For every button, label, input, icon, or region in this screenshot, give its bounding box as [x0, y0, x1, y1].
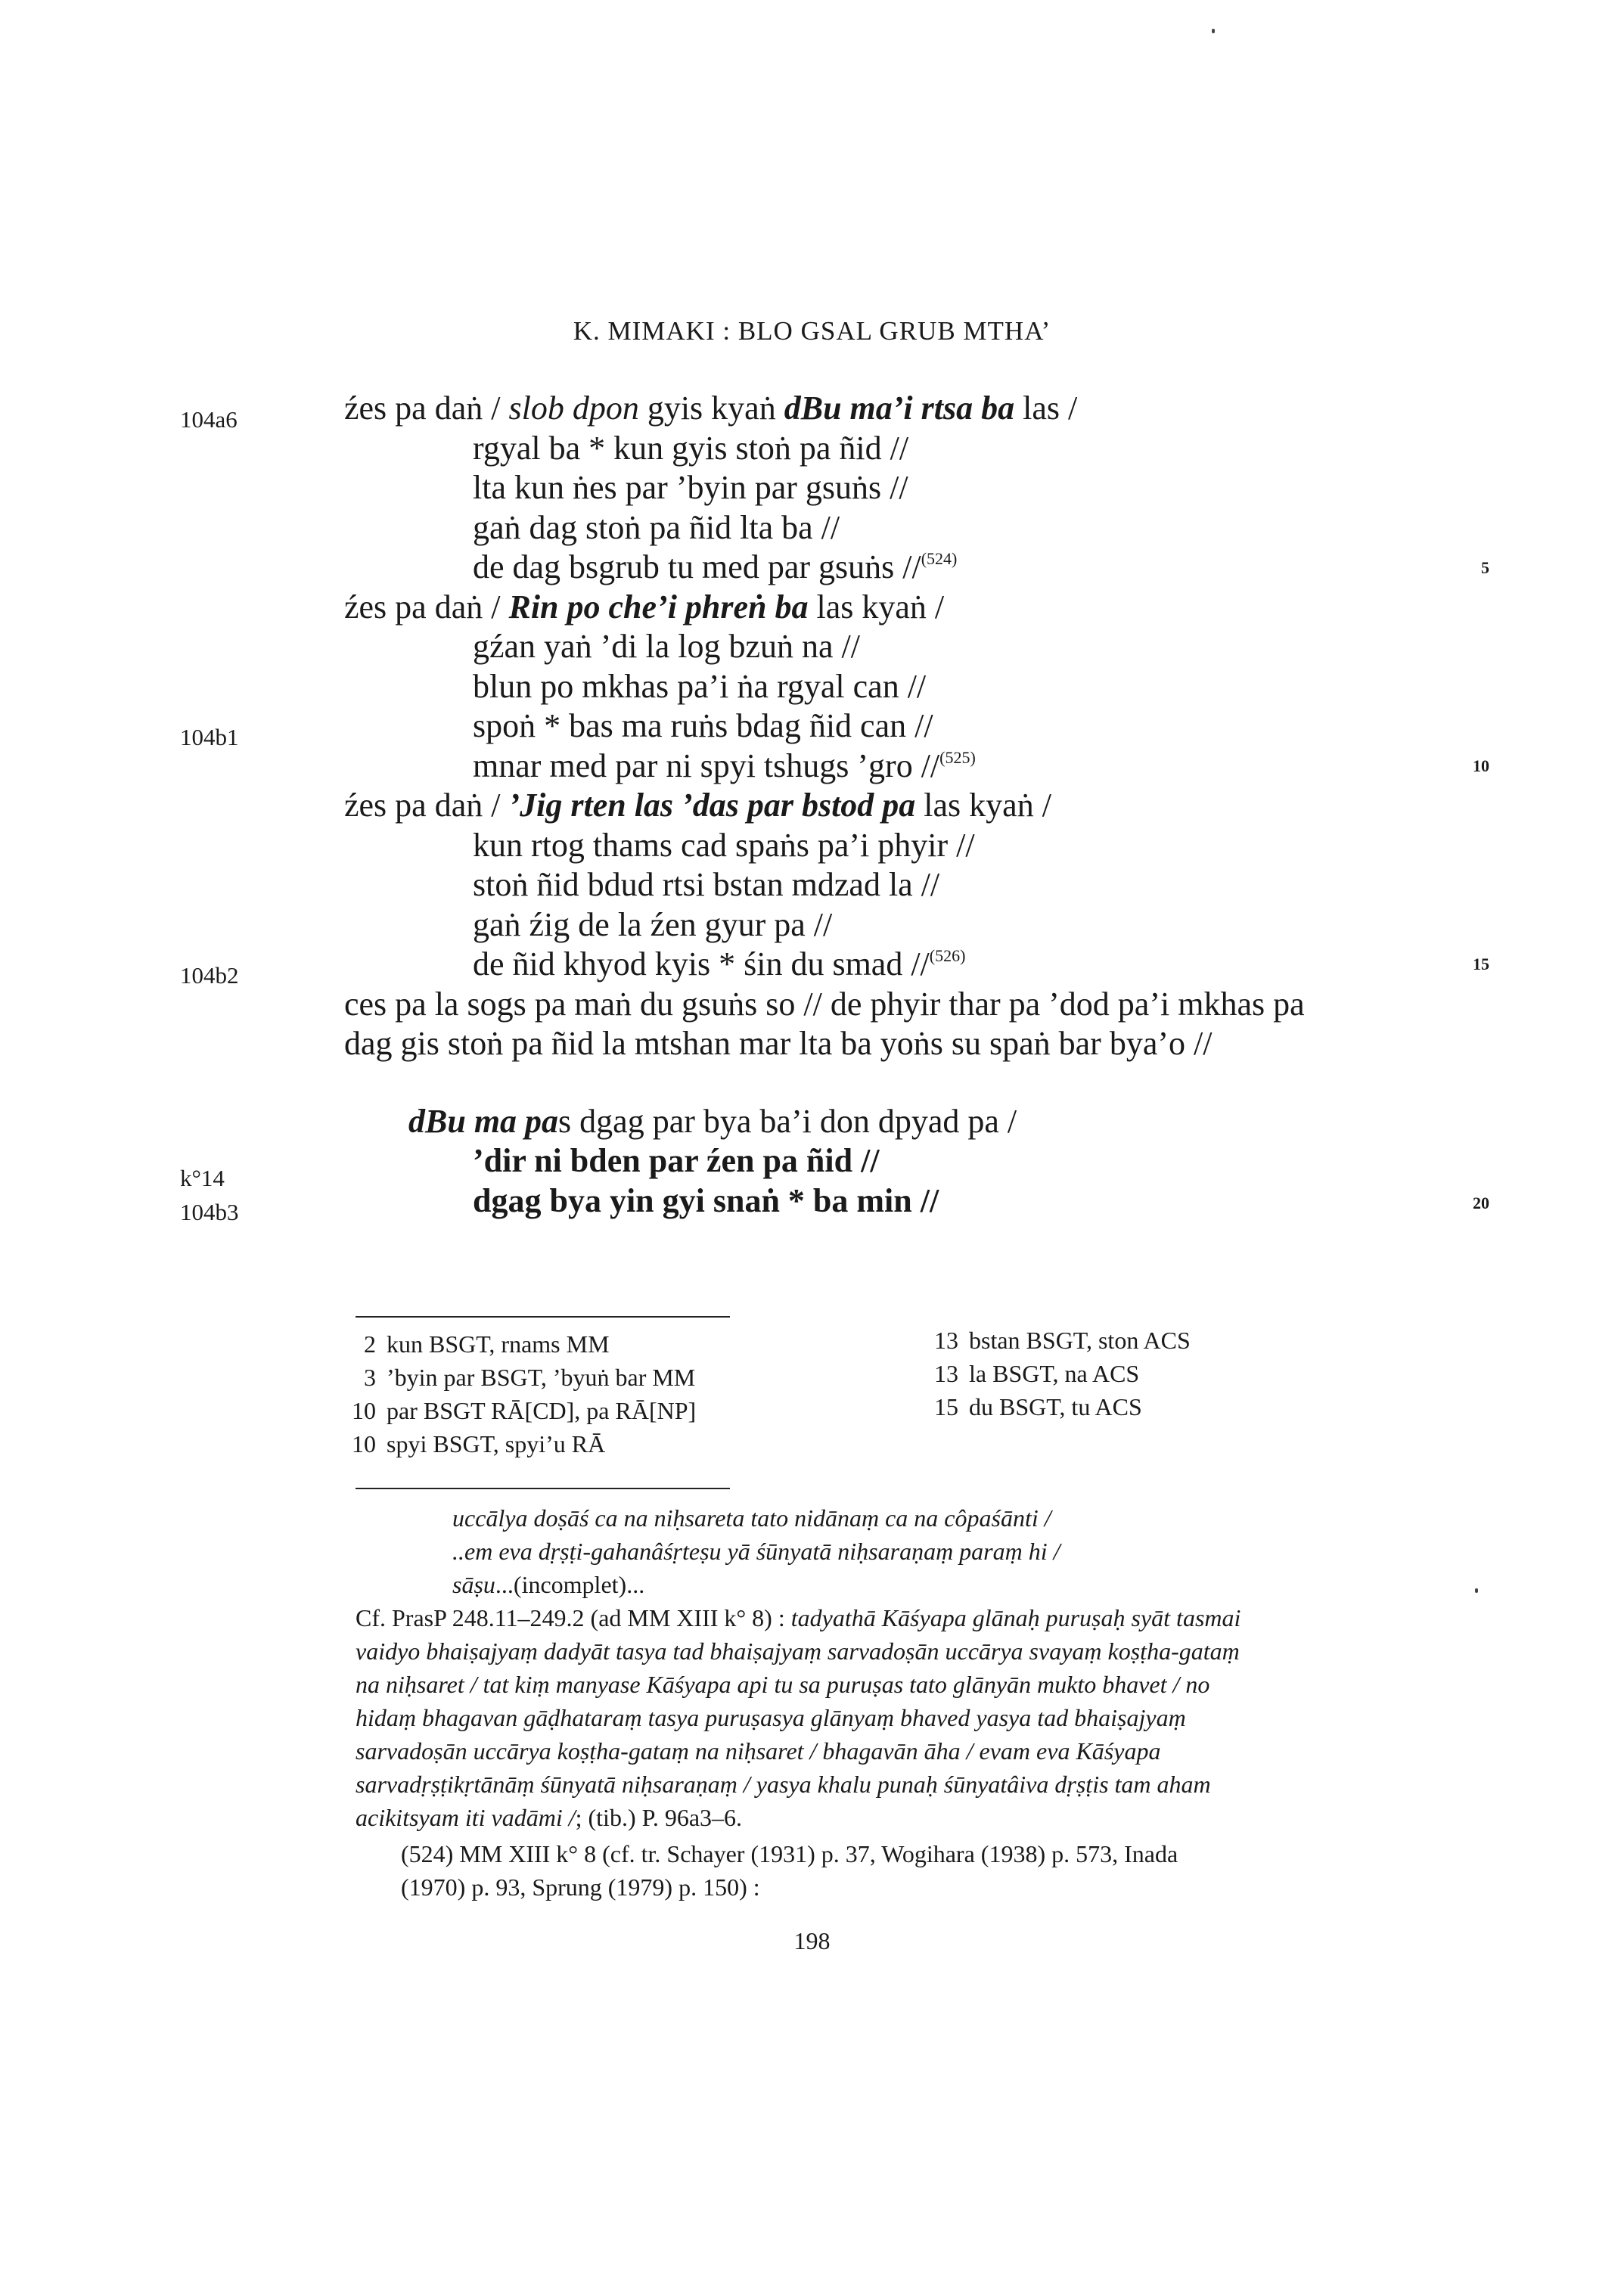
verse-line: de ñid khyod kyis * śin du smad //$^{(526)}$ — [473, 945, 966, 982]
variant-entry: 13 la BSGT, na ACS — [934, 1360, 1140, 1387]
verse-line: stoṅ ñid bdud rtsi bstan mdzad la // — [473, 866, 940, 903]
footnote-ref: (526) — [929, 946, 966, 965]
verse-line: mnar med par ni spyi tshugs ’gro //$^{(525)}$ — [473, 747, 976, 784]
footnote-line: acikitsyam iti vadāmi /; (tib.) P. 96a3–6. — [356, 1804, 743, 1831]
variant-entry: 10 par BSGT RĀ[CD], pa RĀ[NP] — [352, 1397, 697, 1424]
footnote-524: (524) MM XIII k° 8 (cf. tr. Schayer (1931) p. 37, Wogihara (1938) p. 573, Inada — [401, 1840, 1178, 1867]
footnote-line: vaidyo bhaiṣajyaṃ dadyāt tasya tad bhaiṣajyaṃ sarvadoṣān uccārya svayaṃ koṣṭha-gataṃ — [356, 1637, 1240, 1665]
folio-ref: 104b3 — [180, 1199, 239, 1225]
variant-entry: 15 du BSGT, tu ACS — [934, 1393, 1142, 1420]
footnote-line: sarvadoṣān uccārya koṣṭha-gataṃ na niḥsaret / bhagavān āha / evam eva Kāśyapa — [356, 1737, 1161, 1765]
apparatus-rule — [356, 1316, 730, 1318]
verse-line: spoṅ * bas ma ruṅs bdag ñid can // — [473, 707, 933, 744]
quote-line: uccālya doṣāś ca na niḥsareta tato nidānaṃ ca na côpaśānti / — [452, 1504, 1051, 1532]
verse-line: gaṅ źig de la źen gyur pa // — [473, 906, 833, 943]
footnote-line: na niḥsaret / tat kiṃ manyase Kāśyapa api tu sa puruṣas tato glānyān mukto bhavet / no — [356, 1671, 1210, 1698]
speck — [1212, 29, 1215, 33]
folio-ref: 104b2 — [180, 962, 239, 989]
text-line: źes pa daṅ / Rin po che’i phreṅ ba las kyaṅ / — [344, 588, 945, 625]
footnote-524-cont: (1970) p. 93, Sprung (1979) p. 150) : — [401, 1873, 760, 1901]
verse-line: lta kun ṅes par ’byin par gsuṅs // — [473, 469, 908, 506]
text-line: dag gis stoṅ pa ñid la mtshan mar lta ba yoṅs su spaṅ bar bya’o // — [344, 1025, 1213, 1062]
variant-entry: 2 kun BSGT, rnams MM — [364, 1330, 610, 1358]
line-number: 15 — [1473, 955, 1489, 973]
text-line: ces pa la sogs pa maṅ du gsuṅs so // de phyir thar pa ’dod pa’i mkhas pa — [344, 986, 1305, 1023]
page-number: 198 — [793, 1927, 831, 1954]
footnote-ref: (525) — [939, 748, 976, 767]
running-header: K. MIMAKI : BLO GSAL GRUB MTHA’ — [573, 316, 1051, 346]
quote-line: ..em eva dṛṣṭi-gahanâśṛteṣu yā śūnyatā niḥsaraṇaṃ paraṃ hi / — [452, 1538, 1060, 1565]
folio-ref: k°14 — [180, 1165, 225, 1191]
footnote-rule — [356, 1488, 730, 1489]
variant-entry: 3 ’byin par BSGT, ’byuṅ bar MM — [364, 1364, 696, 1391]
folio-ref: 104b1 — [180, 724, 239, 750]
text-line: źes pa daṅ / ’Jig rten las ’das par bstod pa las kyaṅ / — [344, 787, 1051, 824]
footnote-line: sarvadṛṣṭikṛtānāṃ śūnyatā niḥsaraṇaṃ / yasya khalu punaḥ śūnyatâiva dṛṣṭis tam aham — [356, 1771, 1211, 1798]
footnote-ref: (524) — [921, 549, 958, 568]
verse-line: dgag bya yin gyi snaṅ * ba min // — [473, 1182, 939, 1219]
work-title: ’Jig rten las ’das par bstod pa — [508, 787, 916, 824]
footnote-line: hidaṃ bhagavan gāḍhataraṃ tasya puruṣasya glānyaṃ bhaved yasya tad bhaiṣajyaṃ — [356, 1704, 1186, 1731]
work-title: dBu ma’i rtsa ba — [784, 390, 1015, 427]
quote-line: sāṣu...(incomplet)... — [452, 1571, 645, 1598]
verse-line: rgyal ba * kun gyis stoṅ pa ñid // — [473, 430, 909, 467]
folio-ref: 104a6 — [180, 406, 238, 433]
work-title: Rin po che’i phreṅ ba — [508, 588, 809, 625]
line-number: 10 — [1473, 756, 1489, 775]
variant-entry: 10 spyi BSGT, spyi’u RĀ — [352, 1430, 606, 1457]
verse-line: gaṅ dag stoṅ pa ñid lta ba // — [473, 509, 840, 546]
text-line: źes pa daṅ / slob dpon gyis kyaṅ dBu ma’i rtsa ba las / — [344, 390, 1078, 427]
verse-line: blun po mkhas pa’i ṅa rgyal can // — [473, 668, 927, 705]
footnote-line: Cf. PrasP 248.11–249.2 (ad MM XIII k° 8) : tadyathā Kāśyapa glānaḥ puruṣaḥ syāt tasmai — [356, 1604, 1241, 1631]
section-heading: dBu ma pas dgag par bya ba’i don dpyad pa / — [408, 1103, 1017, 1140]
verse-line: gźan yaṅ ’di la log bzuṅ na // — [473, 628, 860, 665]
verse-line: ’dir ni bden par źen pa ñid // — [473, 1142, 880, 1179]
verse-line: kun rtog thams cad spaṅs pa’i phyir // — [473, 827, 975, 864]
variant-entry: 13 bstan BSGT, ston ACS — [934, 1327, 1191, 1354]
line-number: 20 — [1473, 1194, 1489, 1212]
speck — [1475, 1588, 1478, 1593]
line-number: 5 — [1481, 558, 1489, 577]
verse-line: de dag bsgrub tu med par gsuṅs //$^{(524)}$ — [473, 548, 958, 585]
